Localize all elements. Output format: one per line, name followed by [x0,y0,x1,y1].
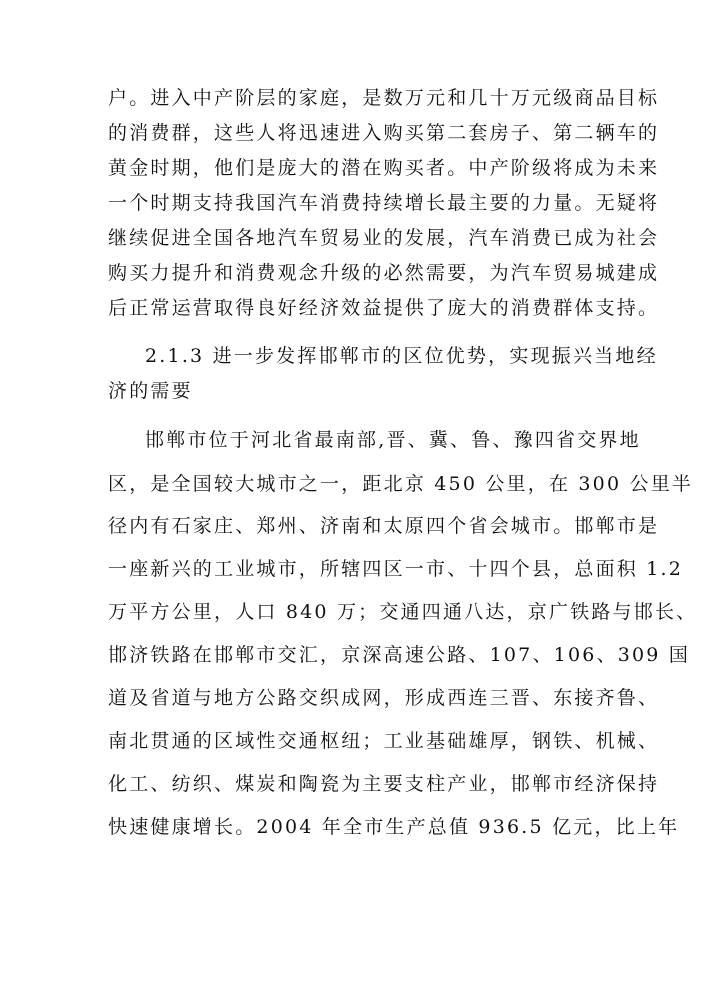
text-line-17: 快速健康增长。2004 年全市生产总值 936.5 亿元，比上年 [108,816,680,838]
section-heading-line-1: 2.1.3 进一步发挥邯郸市的区位优势，实现振兴当地经 [145,345,658,367]
section-heading-line-2: 济的需要 [108,380,193,402]
text-line-11: 一座新兴的工业城市，所辖四区一市、十四个县，总面积 1.2 [108,558,684,580]
text-line-12: 万平方公里，人口 840 万；交通四通八达，京广铁路与邯长、 [108,601,698,623]
text-line-2: 的消费群，这些人将迅速进入购买第二套房子、第二辆车的 [108,122,660,144]
text-line-14: 道及省道与地方公路交织成网，形成西连三晋、东接齐鲁、 [108,687,660,709]
text-line-13: 邯济铁路在邯郸市交汇，京深高速公路、107、106、309 国 [108,644,691,666]
text-line-4: 一个时期支持我国汽车消费持续增长最主要的力量。无疑将 [108,192,660,214]
text-line-8: 邯郸市位于河北省最南部,晋、冀、鲁、豫四省交界地 [145,429,641,451]
text-line-9: 区，是全国较大城市之一，距北京 450 公里，在 300 公里半 [108,473,694,495]
text-line-10: 径内有石家庄、郑州、济南和太原四个省会城市。邯郸市是 [108,515,660,537]
text-line-7: 后正常运营取得良好经济效益提供了庞大的消费群体支持。 [108,297,660,319]
text-line-16: 化工、纺织、煤炭和陶瓷为主要支柱产业，邯郸市经济保持 [108,773,660,795]
text-line-3: 黄金时期，他们是庞大的潜在购买者。中产阶级将成为未来 [108,157,660,179]
text-line-5: 继续促进全国各地汽车贸易业的发展，汽车消费已成为社会 [108,227,660,249]
text-line-6: 购买力提升和消费观念升级的必然需要，为汽车贸易城建成 [108,262,660,284]
text-line-15: 南北贯通的区域性交通枢纽；工业基础雄厚，钢铁、机械、 [108,730,660,752]
text-line-1: 户。进入中产阶层的家庭，是数万元和几十万元级商品目标 [108,87,660,109]
